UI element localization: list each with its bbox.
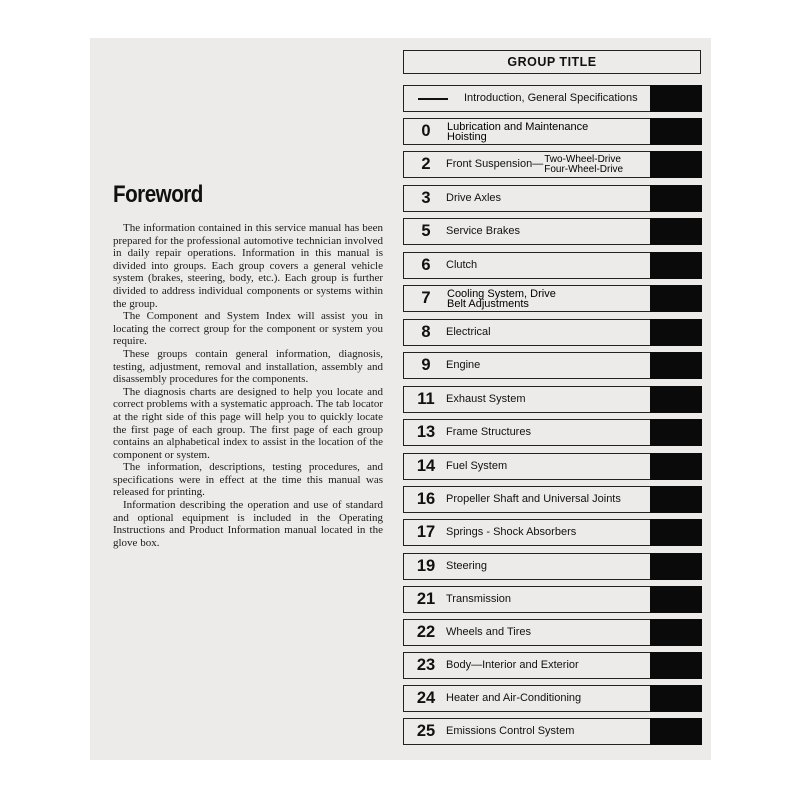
foreword-paragraph: The diagnosis charts are designed to help you locate and correct problems with a systematic approach. The tab locator at the right side of this page will help you to quickly locate the first page of each group. The first page of each group contains an alphabetical index to assist in the location of the component or system. (113, 385, 383, 461)
group-number: 17 (416, 523, 436, 541)
foreword-paragraph: These groups contain general information, diagnosis, testing, adjustment, removal and installation, assembly and disassembly procedures for the components. (113, 347, 383, 386)
group-tab-19[interactable] (403, 553, 701, 580)
group-tab-11[interactable] (403, 386, 701, 413)
group-number: 3 (421, 189, 431, 207)
thumb-tab-marker (650, 619, 702, 646)
group-sublabel: Four-Wheel-Drive (544, 163, 624, 175)
group-number: 5 (421, 222, 431, 240)
group-number: 22 (416, 623, 436, 641)
group-tab-8[interactable] (403, 319, 701, 346)
group-number: 23 (416, 656, 436, 674)
group-tab-2[interactable] (403, 151, 701, 178)
group-number: 8 (421, 323, 431, 341)
thumb-tab-marker (650, 319, 702, 346)
foreword-body (113, 222, 383, 549)
thumb-tab-marker (650, 386, 702, 413)
dash-marker (418, 98, 448, 100)
group-label: Emissions Control System (446, 725, 575, 738)
group-tab-16[interactable] (403, 486, 701, 513)
group-label: Exhaust System (446, 393, 526, 406)
group-label: Service Brakes (446, 225, 520, 238)
group-tab-23[interactable] (403, 652, 701, 679)
thumb-tab-marker (650, 118, 702, 145)
group-label: Cooling System, Drive (447, 287, 556, 300)
group-number: 9 (421, 356, 431, 374)
group-label-stack (447, 122, 588, 142)
group-tab-14[interactable] (403, 453, 701, 480)
foreword-paragraph: The Component and System Index will assist you in locating the correct group for the component or system you require. (113, 310, 383, 348)
group-tab-introduction[interactable] (403, 85, 701, 112)
group-label: Propeller Shaft and Universal Joints (446, 493, 621, 506)
group-tab-22[interactable] (403, 619, 701, 646)
thumb-tab-marker (650, 685, 702, 712)
thumb-tab-marker (650, 85, 702, 112)
group-label: Engine (446, 359, 481, 372)
group-tab-24[interactable] (403, 685, 701, 712)
foreword-paragraph: The information contained in this service manual has been prepared for the professional automotive technician involved in daily repair operations. Information in this manual is divided into groups. Each group covers a general vehicle system (brakes, steering, body, etc.). Each group is further divided to address individual components or systems within the group. (113, 222, 383, 310)
group-sublabel: Two-Wheel-Drive (544, 153, 621, 165)
group-number: 16 (416, 490, 436, 508)
group-label: Wheels and Tires (446, 626, 531, 639)
thumb-tab-marker (650, 252, 702, 279)
group-tab-9[interactable] (403, 352, 701, 379)
thumb-tab-marker (650, 553, 702, 580)
group-label: Fuel System (446, 460, 508, 473)
group-number: 13 (416, 423, 436, 441)
group-label: Springs - Shock Absorbers (446, 526, 577, 539)
group-tab-25[interactable] (403, 718, 701, 745)
thumb-tab-marker (650, 285, 702, 312)
group-number: 14 (416, 457, 436, 475)
group-tab-13[interactable] (403, 419, 701, 446)
group-label: Electrical (446, 326, 491, 339)
group-label-line2: Hoisting (447, 130, 487, 143)
group-label: Introduction, General Specifications (464, 92, 638, 105)
group-tab-21[interactable] (403, 586, 701, 613)
group-number: 24 (416, 689, 436, 707)
group-number: 6 (421, 256, 431, 274)
group-tab-5[interactable] (403, 218, 701, 245)
group-label-line2: Belt Adjustments (447, 297, 529, 310)
group-label: Front Suspension— (446, 158, 544, 171)
thumb-tab-marker (650, 718, 702, 745)
group-number: 7 (421, 289, 431, 307)
group-number: 2 (421, 155, 431, 173)
group-label-stack (447, 289, 556, 309)
group-sublabel-stack (544, 155, 623, 175)
group-label: Body—Interior and Exterior (446, 659, 579, 672)
thumb-tab-marker (650, 218, 702, 245)
thumb-tab-marker (650, 486, 702, 513)
group-title-header: GROUP TITLE (403, 50, 701, 74)
group-label: Steering (446, 560, 487, 573)
thumb-tab-marker (650, 151, 702, 178)
group-number: 21 (416, 590, 436, 608)
group-number: 25 (416, 722, 436, 740)
foreword-paragraph: The information, descriptions, testing procedures, and specifications were in effect at the time this manual was released for printing. (113, 461, 383, 499)
group-number: 19 (416, 557, 436, 575)
group-tab-3[interactable] (403, 185, 701, 212)
group-tab-7[interactable] (403, 285, 701, 312)
thumb-tab-marker (650, 453, 702, 480)
thumb-tab-marker (650, 586, 702, 613)
foreword-title: Foreword (113, 181, 203, 208)
group-label: Heater and Air-Conditioning (446, 692, 582, 705)
thumb-tab-marker (650, 652, 702, 679)
thumb-tab-marker (650, 185, 702, 212)
group-tab-17[interactable] (403, 519, 701, 546)
group-number: 0 (421, 122, 431, 140)
group-label: Transmission (446, 593, 511, 606)
group-tab-0[interactable] (403, 118, 701, 145)
group-label: Frame Structures (446, 426, 531, 439)
group-label: Lubrication and Maintenance (447, 120, 589, 133)
group-label: Clutch (446, 259, 478, 272)
thumb-tab-marker (650, 352, 702, 379)
group-number: 11 (417, 390, 435, 408)
group-tab-6[interactable] (403, 252, 701, 279)
foreword-paragraph: Information describing the operation and use of standard and optional equipment is included in the Operating Instructions and Product Information manual located in the glove box. (113, 499, 383, 549)
group-label: Drive Axles (446, 192, 502, 205)
thumb-tab-marker (650, 519, 702, 546)
thumb-tab-marker (650, 419, 702, 446)
